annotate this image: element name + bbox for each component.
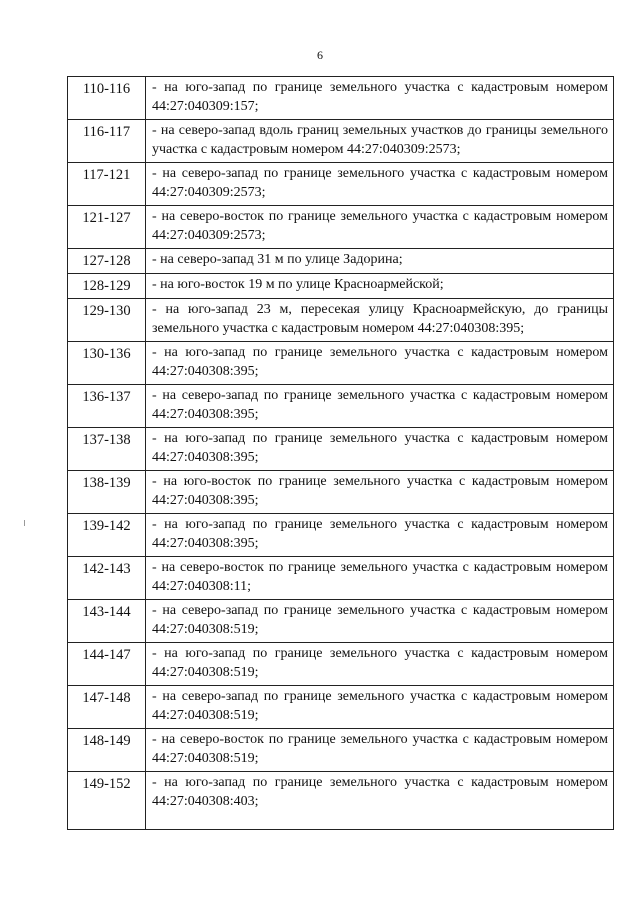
point-range: 117-121 bbox=[68, 163, 146, 205]
table-row bbox=[68, 342, 613, 385]
boundary-description: - на северо-запад по границе земельного участка с кадастровым номером 44:27:040308:519; bbox=[152, 689, 608, 723]
table-row bbox=[68, 206, 613, 249]
boundary-description: - на северо-запад по границе земельного участка с кадастровым номером 44:27:040309:2573; bbox=[152, 166, 608, 200]
boundary-description: - на северо-восток по границе земельного участка с кадастровым номером 44:27:040308:519; bbox=[152, 732, 608, 766]
table-row bbox=[68, 471, 613, 514]
boundary-description: - на юго-запад по границе земельного участка с кадастровым номером 44:27:040309:157; bbox=[152, 80, 608, 114]
boundary-description: - на юго-запад по границе земельного участка с кадастровым номером 44:27:040308:395; bbox=[152, 517, 608, 551]
table-row bbox=[68, 163, 613, 206]
table-row bbox=[68, 643, 613, 686]
point-range: 137-138 bbox=[68, 428, 146, 470]
point-range: 138-139 bbox=[68, 471, 146, 513]
point-range: 147-148 bbox=[68, 686, 146, 728]
point-range: 128-129 bbox=[68, 274, 146, 298]
point-range: 149-152 bbox=[68, 772, 146, 829]
point-range: 148-149 bbox=[68, 729, 146, 771]
table-row bbox=[68, 385, 613, 428]
point-range: 121-127 bbox=[68, 206, 146, 248]
boundary-description: - на юго-запад 23 м, пересекая улицу Красноармейскую, до границы земельного участка с кадастровым номером 44:27:040308:395; bbox=[152, 302, 608, 336]
boundary-description: - на юго-запад по границе земельного участка с кадастровым номером 44:27:040308:403; bbox=[152, 775, 608, 809]
table-row bbox=[68, 249, 613, 274]
point-range: 127-128 bbox=[68, 249, 146, 273]
boundary-description: - на северо-запад вдоль границ земельных участков до границы земельного участка с кадастровым номером 44:27:040309:2573; bbox=[152, 123, 608, 157]
point-range: 136-137 bbox=[68, 385, 146, 427]
table-row bbox=[68, 274, 613, 299]
boundary-description: - на юго-восток по границе земельного участка с кадастровым номером 44:27:040308:395; bbox=[152, 474, 608, 508]
page-number: 6 bbox=[317, 48, 323, 62]
table-row bbox=[68, 729, 613, 772]
table-row bbox=[68, 77, 613, 120]
boundary-description: - на северо-восток по границе земельного участка с кадастровым номером 44:27:040309:2573; bbox=[152, 209, 608, 243]
table-row bbox=[68, 686, 613, 729]
point-range: 110-116 bbox=[68, 77, 146, 119]
table-row bbox=[68, 299, 613, 342]
boundary-description: - на северо-запад по границе земельного участка с кадастровым номером 44:27:040308:395; bbox=[152, 388, 608, 422]
table-row bbox=[68, 772, 613, 829]
table-row bbox=[68, 514, 613, 557]
point-range: 129-130 bbox=[68, 299, 146, 341]
scan-mark bbox=[24, 520, 25, 526]
table-row bbox=[68, 557, 613, 600]
boundary-description: - на юго-запад по границе земельного участка с кадастровым номером 44:27:040308:395; bbox=[152, 345, 608, 379]
point-range: 144-147 bbox=[68, 643, 146, 685]
point-range: 143-144 bbox=[68, 600, 146, 642]
boundary-description: - на юго-запад по границе земельного участка с кадастровым номером 44:27:040308:519; bbox=[152, 646, 608, 680]
boundary-table bbox=[67, 76, 614, 830]
boundary-description: - на северо-восток по границе земельного участка с кадастровым номером 44:27:040308:11; bbox=[152, 560, 608, 594]
boundary-description: - на северо-запад 31 м по улице Задорина; bbox=[152, 252, 403, 267]
point-range: 130-136 bbox=[68, 342, 146, 384]
table-row bbox=[68, 428, 613, 471]
boundary-description: - на юго-восток 19 м по улице Красноармейской; bbox=[152, 277, 444, 292]
point-range: 142-143 bbox=[68, 557, 146, 599]
point-range: 139-142 bbox=[68, 514, 146, 556]
boundary-description: - на юго-запад по границе земельного участка с кадастровым номером 44:27:040308:395; bbox=[152, 431, 608, 465]
boundary-description: - на северо-запад по границе земельного участка с кадастровым номером 44:27:040308:519; bbox=[152, 603, 608, 637]
point-range: 116-117 bbox=[68, 120, 146, 162]
table-row bbox=[68, 600, 613, 643]
table-row bbox=[68, 120, 613, 163]
